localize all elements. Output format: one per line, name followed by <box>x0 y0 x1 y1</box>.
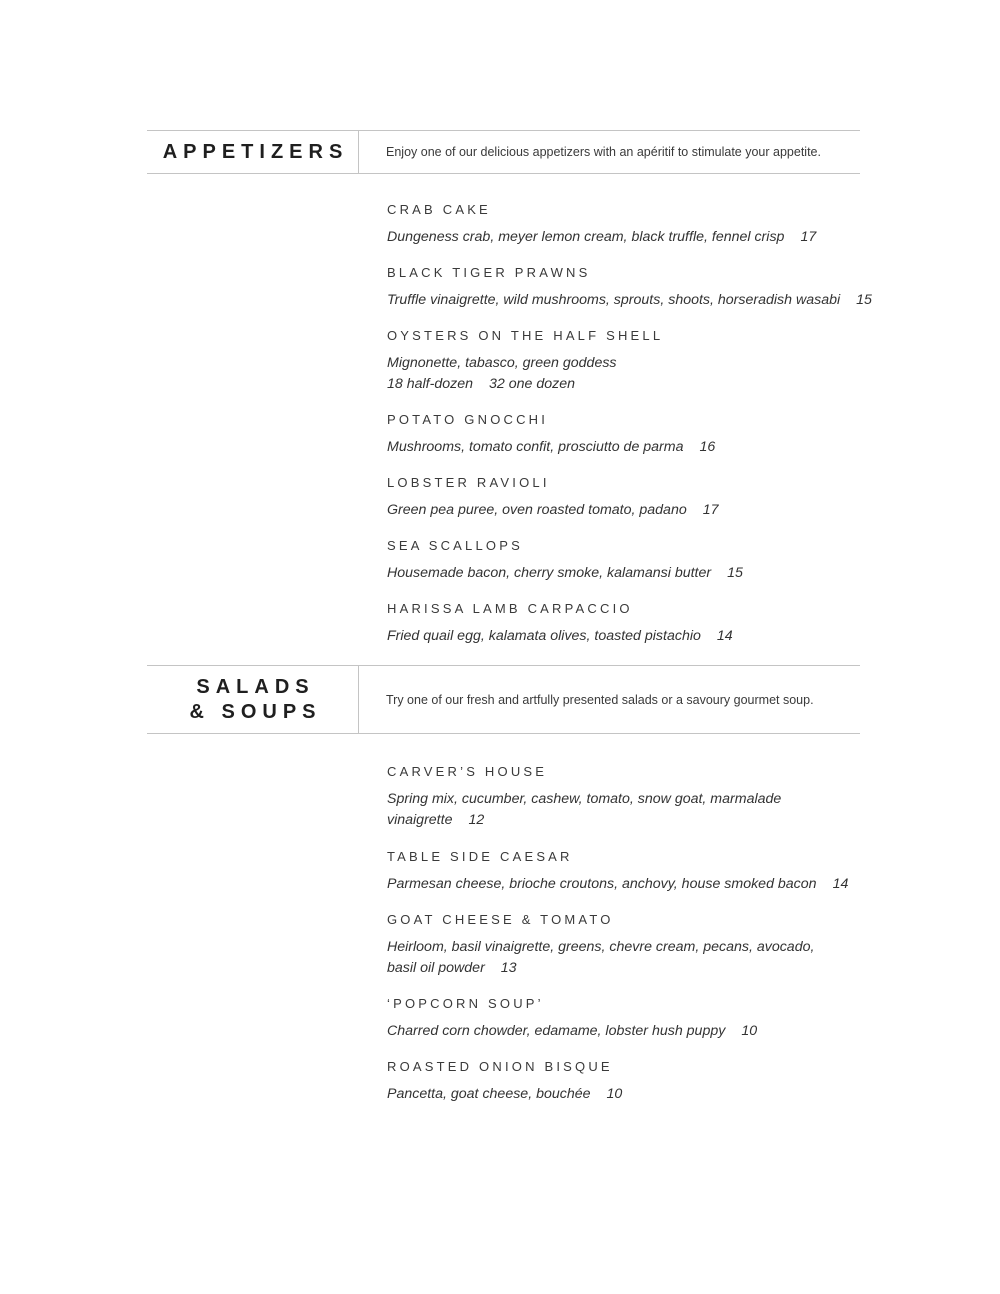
item-description: Dungeness crab, meyer lemon cream, black truffle, fennel crisp 17 <box>387 229 817 245</box>
item-description: Mignonette, tabasco, green goddess <box>387 355 617 371</box>
item-price: 14 <box>716 628 733 644</box>
salads-soups-header <box>147 665 860 734</box>
salads-soups-list <box>387 764 867 1109</box>
item-name: POTATO GNOCCHI <box>387 412 549 427</box>
menu-item <box>387 849 867 912</box>
item-price: 15 <box>856 292 872 308</box>
item-name: ‘POPCORN SOUP’ <box>387 996 544 1011</box>
salads-soups-title: SALADS & SOUPS <box>189 675 322 723</box>
item-description: Mushrooms, tomato confit, prosciutto de parma 16 <box>387 439 716 455</box>
item-name: TABLE SIDE CAESAR <box>387 849 573 864</box>
item-price: 16 <box>699 439 716 455</box>
menu-item <box>387 601 867 651</box>
item-price: 18 half-dozen <box>387 376 473 392</box>
item-price: 14 <box>832 876 849 892</box>
appetizers-intro: Enjoy one of our delicious appetizers with an apéritif to stimulate your appetite. <box>386 145 821 159</box>
item-name: HARISSA LAMB CARPACCIO <box>387 601 633 616</box>
item-price: 15 <box>727 565 743 581</box>
item-description: Truffle vinaigrette, wild mushrooms, sprouts, shoots, horseradish wasabi 15 <box>387 292 872 308</box>
menu-item <box>387 1059 867 1109</box>
item-price: 17 <box>800 229 817 245</box>
item-price: 10 <box>606 1086 623 1102</box>
menu-item <box>387 996 867 1059</box>
item-price: 12 <box>468 812 485 828</box>
item-name: SEA SCALLOPS <box>387 538 523 553</box>
item-description: Charred corn chowder, edamame, lobster hush puppy 10 <box>387 1023 758 1039</box>
menu-item <box>387 912 867 996</box>
item-description-cont: vinaigrette 12 <box>387 812 485 828</box>
salads-soups-title-cell <box>147 666 359 733</box>
item-name: CRAB CAKE <box>387 202 491 217</box>
menu-item <box>387 328 867 412</box>
item-name: CARVER’S HOUSE <box>387 764 548 779</box>
item-price: 32 one dozen <box>488 376 575 392</box>
menu-item <box>387 764 867 849</box>
item-price-options <box>387 374 867 395</box>
appetizers-title-cell <box>147 131 359 173</box>
item-description: Parmesan cheese, brioche croutons, anchovy, house smoked bacon 14 <box>387 876 849 892</box>
menu-item <box>387 538 867 601</box>
menu-item <box>387 265 872 328</box>
appetizers-title: APPETIZERS <box>162 140 349 163</box>
item-price: 10 <box>741 1023 758 1039</box>
salads-soups-intro: Try one of our fresh and artfully presented salads or a savoury gourmet soup. <box>386 692 814 707</box>
item-name: OYSTERS ON THE HALF SHELL <box>387 328 664 343</box>
item-price: 17 <box>702 502 719 518</box>
item-description-cont: basil oil powder 13 <box>387 960 517 976</box>
item-description: Housemade bacon, cherry smoke, kalamansi butter 15 <box>387 565 743 581</box>
item-name: LOBSTER RAVIOLI <box>387 475 550 490</box>
appetizers-header <box>147 130 860 174</box>
item-description: Pancetta, goat cheese, bouchée 10 <box>387 1086 623 1102</box>
item-name: BLACK TIGER PRAWNS <box>387 265 591 280</box>
item-description: Green pea puree, oven roasted tomato, padano 17 <box>387 502 719 518</box>
appetizers-list <box>387 202 872 651</box>
menu-item <box>387 202 867 265</box>
menu-item <box>387 475 867 538</box>
item-description: Heirloom, basil vinaigrette, greens, chevre cream, pecans, avocado, <box>387 939 815 955</box>
item-description: Spring mix, cucumber, cashew, tomato, snow goat, marmalade <box>387 791 782 807</box>
item-name: ROASTED ONION BISQUE <box>387 1059 613 1074</box>
item-description: Fried quail egg, kalamata olives, toasted pistachio 14 <box>387 628 733 644</box>
item-name: GOAT CHEESE & TOMATO <box>387 912 614 927</box>
menu-item <box>387 412 867 475</box>
item-price: 13 <box>500 960 517 976</box>
